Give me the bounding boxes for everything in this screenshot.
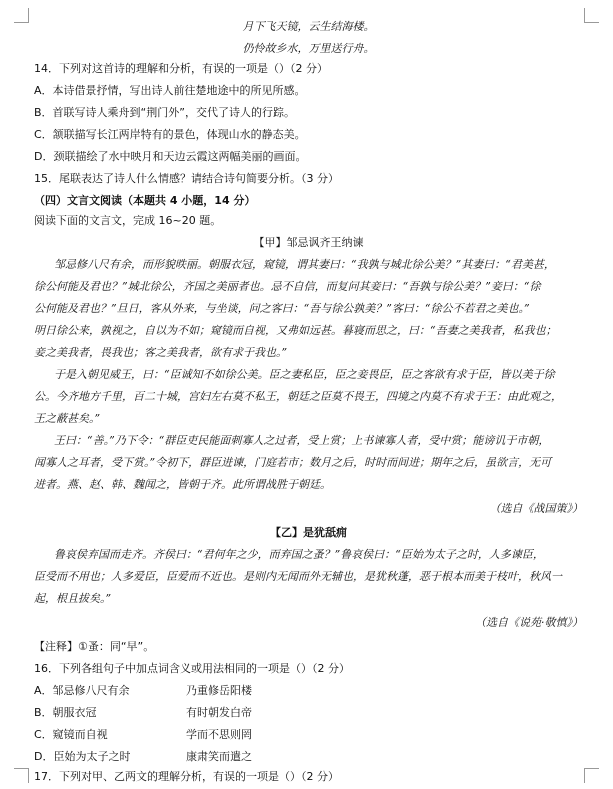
- q16-option-b-left: B．朝服衣冠: [34, 706, 97, 719]
- passage-a-line: 明日徐公来，孰视之，自以为不如；窥镜而自视，又弗如远甚。暮寝而思之，曰：“吾妻之美我者，私我也；: [34, 324, 557, 337]
- poem-line-1: 月下飞天镜，云生结海楼。: [242, 20, 375, 33]
- passage-a-line: 王曰：“善。”乃下令：“群臣吏民能面刺寡人之过者，受上赏；上书谏寡人者，受中赏；能谤讥于市朝，: [54, 434, 550, 447]
- passage-a-line: 王之蔽甚矣。”: [34, 412, 101, 425]
- passage-b-line: 臣受而不用也；人多爱臣，臣爱而不近也。是则内无闻而外无辅也，是犹秋蓬，恶于根本而美于枝叶，秋风一: [34, 570, 562, 583]
- crop-mark-bottom-left: [14, 768, 29, 783]
- passage-b-title: 【乙】是犹舐痈: [270, 526, 347, 539]
- passage-a-line: 于是入朝见威王，曰：“臣诚知不如徐公美。臣之妻私臣，臣之妾畏臣，臣之客欲有求于臣，皆以美于徐: [54, 368, 555, 381]
- section4-heading: （四）文言文阅读（本题共 4 小题，14 分）: [34, 194, 256, 207]
- passage-b-line: 起，根且拔矣。”: [34, 592, 112, 605]
- passage-a-line: 邹忌修八尺有余，而形貌昳丽。朝服衣冠，窥镜，谓其妻曰：“我孰与城北徐公美？”其妻曰：“君美甚，: [54, 258, 555, 271]
- passage-b-source: （选自《说苑·敬慎》）: [475, 616, 583, 629]
- passage-a-line: 闻寡人之耳者，受下赏。”令初下，群臣进谏，门庭若市；数月之后，时时而间进；期年之后，虽欲言，无可: [34, 456, 552, 469]
- passage-a-line: 公。今齐地方千里，百二十城，宫妇左右莫不私王，朝廷之臣莫不畏王，四境之内莫不有求于王：由此观之，: [34, 390, 562, 403]
- q14-stem: 14．下列对这首诗的理解和分析，有误的一项是（）（2 分）: [34, 62, 328, 75]
- passage-b-line: 鲁哀侯弃国而走齐。齐侯曰：“君何年之少，而弃国之蚤？”鲁哀侯曰：“臣始为太子之时，人多谏臣，: [54, 548, 544, 561]
- passage-a-line: 进者。燕、赵、韩、魏闻之，皆朝于齐。此所谓战胜于朝廷。: [34, 478, 331, 491]
- q16-option-c-left: C．窥镜而自视: [34, 728, 108, 741]
- q16-option-d-left: D．臣始为太子之时: [34, 750, 131, 763]
- q17-stem: 17．下列对甲、乙两文的理解分析，有误的一项是（）（2 分）: [34, 770, 339, 783]
- crop-mark-top-right: [584, 8, 599, 23]
- q15-stem: 15．尾联表达了诗人什么情感？请结合诗句简要分析。（3 分）: [34, 172, 339, 185]
- q16-option-a-left: A．邹忌修八尺有余: [34, 684, 130, 697]
- q14-option-a: A．本诗借景抒情，写出诗人前往楚地途中的所见所感。: [34, 84, 306, 97]
- passage-a-title: 【甲】邹忌讽齐王纳谏: [253, 236, 364, 249]
- q16-option-b-right: 有时朝发白帝: [186, 706, 252, 719]
- q16-stem: 16．下列各组句子中加点词含义或用法相同的一项是（）（2 分）: [34, 662, 350, 675]
- passage-a-line: 妾之美我者，畏我也；客之美我者，欲有求于我也。”: [34, 346, 288, 359]
- passage-a-source: （选自《战国策》）: [489, 502, 583, 515]
- annotation-note: 【注释】①蚤：同“早”。: [34, 640, 155, 653]
- poem-line-2: 仍怜故乡水，万里送行舟。: [242, 42, 375, 55]
- crop-mark-bottom-right: [584, 768, 599, 783]
- q14-option-d: D．颈联描绘了水中映月和天边云霞这两幅美丽的画面。: [34, 150, 307, 163]
- q16-option-a-right: 乃重修岳阳楼: [186, 684, 252, 697]
- q14-option-c: C．颔联描写长江两岸特有的景色，体现山水的静态美。: [34, 128, 306, 141]
- q16-option-d-right: 康肃笑而遣之: [186, 750, 252, 763]
- q16-option-c-right: 学而不思则罔: [186, 728, 252, 741]
- q14-option-b: B．首联写诗人乘舟到“荆门外”，交代了诗人的行踪。: [34, 106, 295, 119]
- section4-intro: 阅读下面的文言文，完成 16~20 题。: [34, 214, 222, 227]
- passage-a-line: 徐公何能及君也？”城北徐公，齐国之美丽者也。忌不自信，而复问其妾曰：“吾孰与徐公美？”妾曰：“徐: [34, 280, 541, 293]
- passage-a-line: 公何能及君也？”旦日，客从外来，与坐谈，问之客曰：“吾与徐公孰美？”客曰：“徐公不若君之美也。”: [34, 302, 530, 315]
- crop-mark-top-left: [14, 8, 29, 23]
